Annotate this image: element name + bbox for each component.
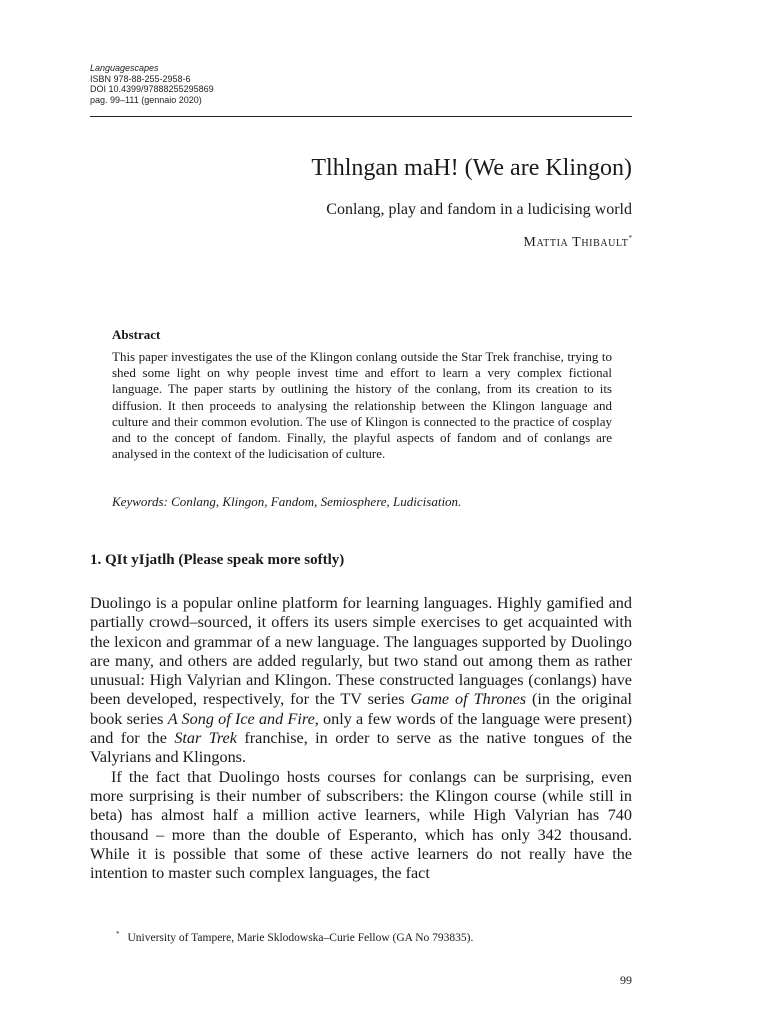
paragraph: If the fact that Duolingo hosts courses for conlangs can be surprising, even more surprising is their number of subscribers: the Klingon course (while still in beta) has almost half a million active learners, while High Valyrian has 740 thousand – more than the double of Esperanto, which has only 342 thousand. While it is possible that some of these active learners do not really have the intention to master such complex languages, the fact xyxy=(90,767,632,883)
author-name: Mattia Thibault xyxy=(523,235,629,250)
footnote-text: University of Tampere, Marie Sklodowska–Curie Fellow (GA No 793835). xyxy=(127,932,474,944)
abstract-heading: Abstract xyxy=(112,327,161,342)
keywords: Keywords: Conlang, Klingon, Fandom, Semiosphere, Ludicisation. xyxy=(112,494,462,509)
paper-title: Tlhlngan maH! (We are Klingon) xyxy=(311,155,632,181)
page-range: pag. 99–111 (gennaio 2020) xyxy=(90,94,202,105)
author-footnote-mark: * xyxy=(628,234,632,242)
doi: DOI 10.4399/97888255295869 xyxy=(90,84,214,94)
header-divider xyxy=(90,116,632,117)
publication-metadata xyxy=(90,63,214,105)
paper-subtitle: Conlang, play and fandom in a ludicising world xyxy=(326,201,632,218)
author xyxy=(523,229,632,252)
abstract-text: This paper investigates the use of the Klingon conlang outside the Star Trek franchise, trying to shed some light on why people invest time and effort to learn a very complex fictional language. The paper starts by outlining the history of the conlang, from its creation to its diffusion. It then proceeds to analysing the relationship between the Klingon language and culture and their common evolution. The use of Klingon is connected to the practice of cosplay and to the concept of fandom. Finally, the playful aspects of fandom and of conlangs are analysed in the context of the ludicisation of culture. xyxy=(112,349,612,462)
page-number: 99 xyxy=(620,973,632,987)
footnote-mark: * xyxy=(116,930,120,938)
paragraph: Duolingo is a popular online platform for learning languages. Highly gamified and partially crowd–sourced, it offers its users simple exercises to get acquainted with the lexicon and grammar of a new language. The languages supported by Duolingo are many, and others are added regularly, but two stand out among them as rather unusual: High Valyrian and Klingon. These constructed languages (conlangs) have been developed, respectively, for the TV series Game of Thrones (in the original book series A Song of Ice and Fire, only a few words of the language were present) and for the Star Trek franchise, in order to serve as the native tongues of the Valyrians and Klingons. xyxy=(90,594,633,767)
journal-name: Languagescapes xyxy=(90,63,159,73)
body-text xyxy=(90,594,632,883)
footnote xyxy=(116,927,473,945)
isbn: ISBN 978-88-255-2958-6 xyxy=(90,73,191,84)
section-heading: 1. QIt yIjatlh (Please speak more softly) xyxy=(90,552,345,568)
